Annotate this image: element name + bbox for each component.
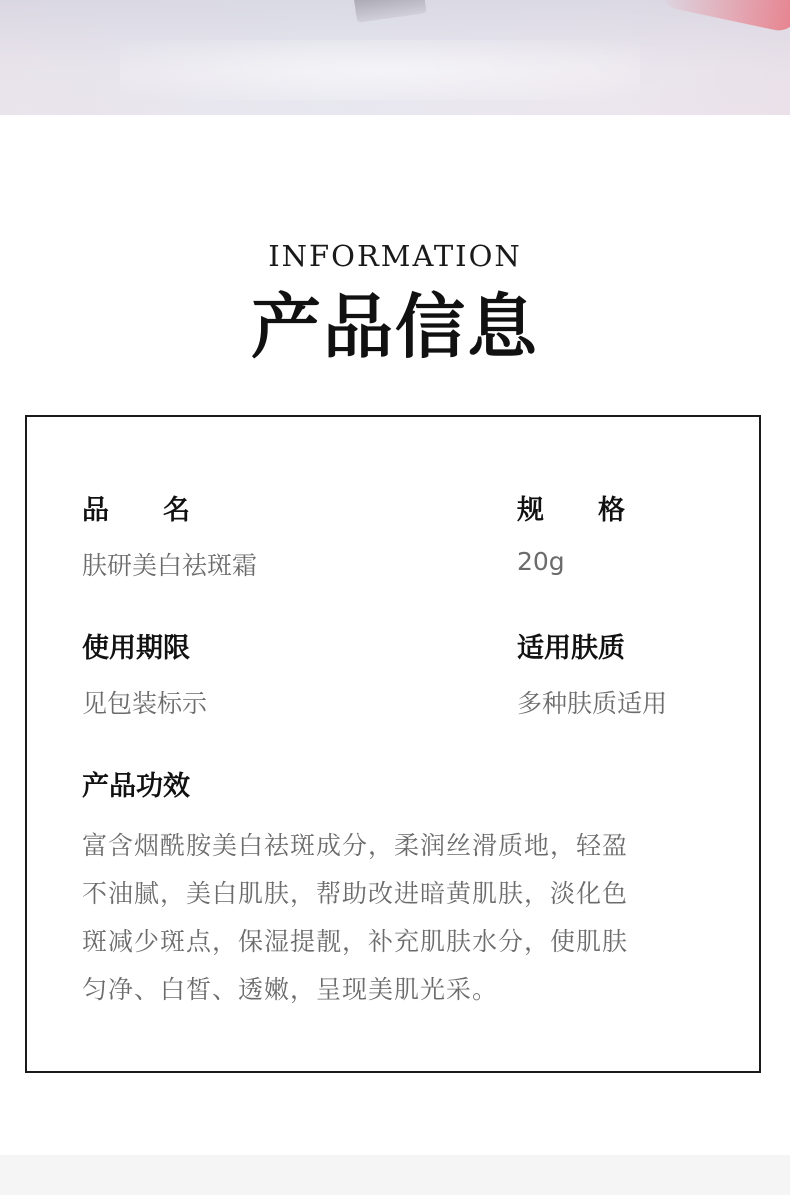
effect-label: 产品功效 xyxy=(82,771,190,802)
bottom-divider-strip xyxy=(0,1155,790,1195)
usage-period-value: 见包装标示 xyxy=(82,689,208,718)
product-name-label: 品 名 xyxy=(82,495,190,526)
effect-line: 不油腻，美白肌肤，帮助改进暗黄肌肤，淡化色 xyxy=(82,879,629,908)
product-banner-image xyxy=(0,0,790,115)
skin-type-value: 多种肤质适用 xyxy=(517,689,668,718)
effect-line: 富含烟酰胺美白祛斑成分，柔润丝滑质地，轻盈 xyxy=(82,831,629,860)
product-name-value: 肤研美白祛斑霜 xyxy=(82,551,258,580)
effect-line: 匀净、白皙、透嫩，呈现美肌光采。 xyxy=(82,975,499,1004)
usage-period-label: 使用期限 xyxy=(82,633,190,664)
product-info-box xyxy=(25,415,761,1073)
section-title-cn: 产品信息 xyxy=(251,285,539,368)
banner-sheen xyxy=(120,40,640,100)
product-spec-value: 20g xyxy=(517,547,565,576)
product-spec-label: 规 格 xyxy=(517,495,625,526)
section-title-en: INFORMATION xyxy=(268,239,522,273)
effect-line: 斑减少斑点，保湿提靓，补充肌肤水分，使肌肤 xyxy=(82,927,629,956)
skin-type-label: 适用肤质 xyxy=(517,633,625,664)
effect-description xyxy=(82,822,722,1014)
